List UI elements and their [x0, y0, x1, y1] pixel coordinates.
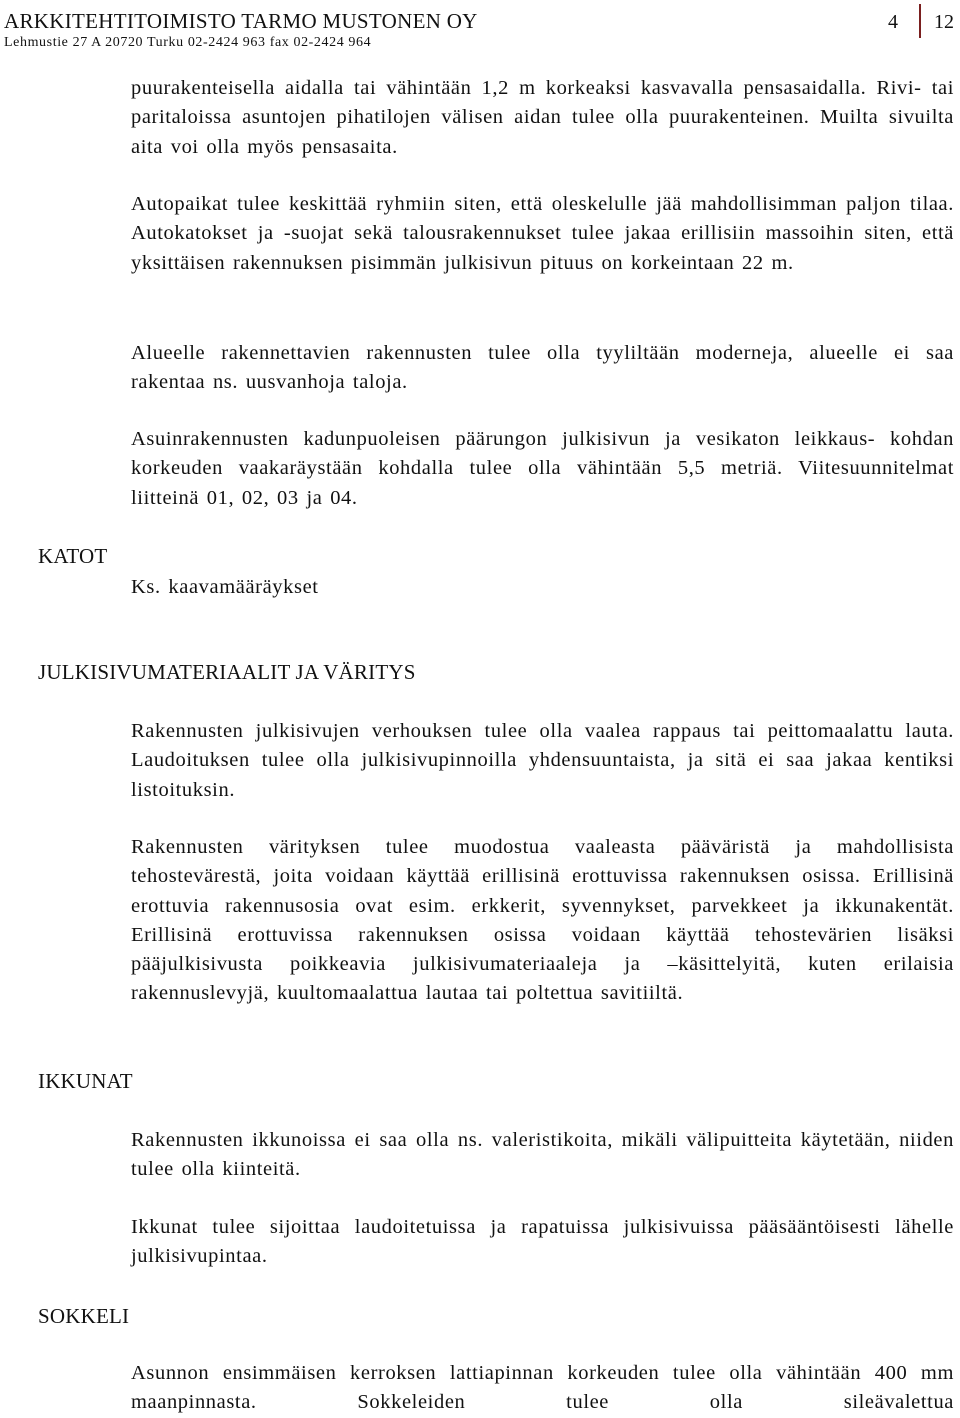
heading-katot: KATOT — [38, 544, 108, 568]
paragraph-fence: puurakenteisella aidalla tai vähintään 1,2 m korkeaksi kasvavalla pensasaidalla. Rivi- tai paritaloissa asuntojen pihatilojen välisen aidan tulee olla puurakenteinen. Muilta sivuilta aita voi olla myös pensasaita. — [131, 77, 954, 158]
paragraph-facade-colors: Rakennusten värityksen tulee muodostua vaaleasta pääväristä ja mahdollisista tehostevärestä, joita voidaan käyttää erillisinä erottuvissa rakennuksen osissa. Erillisinä erottuvia rakennusosia ovat esim. erkkerit, syvennykset, parvekkeet ja ikkunakentät. Erillisinä erottuvissa rakennuksen osissa voidaan käyttää tehostevärien lisäksi pääjulkisivusta poikkeavia julkisivumateriaaleja ja –käsittelyitä, kuten erilaisia rakennuslevyjä, kuultomaalattua lautaa tai poltettua savitiiltä. — [131, 836, 954, 1005]
paragraph-window-placement: Ikkunat tulee sijoittaa laudoitetuissa ja rapatuissa julkisivuissa pääsääntöisesti lähelle julkisivupintaa. — [131, 1216, 954, 1268]
heading-sokkeli: SOKKELI — [38, 1304, 130, 1328]
paragraph-parking: Autopaikat tulee keskittää ryhmiin siten, että oleskelulle jää mahdollisimman paljon tilaa. Autokatokset ja -suojat sekä talousrakennukset tulee jakaa erillisiin massoihin siten, että yksittäisen rakennuksen pisimmän julkisivun pituus on korkeintaan 22 m. — [131, 193, 954, 274]
page-total: 12 — [934, 11, 954, 33]
page-number-divider — [919, 4, 921, 38]
paragraph-facade-cladding: Rakennusten julkisivujen verhouksen tulee olla vaalea rappaus tai peittomaalattu lauta. Laudoituksen tulee olla julkisivupinnoilla yhdensuuntaista, ja sitä ei saa jakaa kentiksi listoituksin. — [131, 720, 954, 801]
paragraph-eaves-height: Asuinrakennusten kadunpuoleisen päärungon julkisivun ja vesikaton leikkaus- kohdan korkeuden vaakaräystään kohdalla tulee olla vähintään 5,5 metriä. Viitesuunnitelmat liitteinä 01, 02, 03 ja 04. — [131, 428, 954, 509]
document-header — [4, 8, 478, 52]
paragraph-roof-reference: Ks. kaavamääräykset — [131, 576, 319, 598]
heading-ikkunat: IKKUNAT — [38, 1069, 133, 1093]
paragraph-plinth: Asunnon ensimmäisen kerroksen lattiapinnan korkeuden tulee olla vähintään 400 mm maanpinnasta. Sokkeleiden tulee olla sileävalettua — [131, 1362, 954, 1414]
paragraph-window-mullions: Rakennusten ikkunoissa ei saa olla ns. valeristikoita, mikäli välipuitteita käytetään, niiden tulee olla kiinteitä. — [131, 1129, 954, 1181]
paragraph-style: Alueelle rakennettavien rakennusten tulee olla tyyliltään moderneja, alueelle ei saa rakentaa ns. uusvanhoja taloja. — [131, 342, 954, 394]
company-name: ARKKITEHTITOIMISTO TARMO MUSTONEN OY — [4, 9, 478, 33]
page-number: 4 — [888, 11, 898, 33]
heading-julkisivumateriaalit: JULKISIVUMATERIAALIT JA VÄRITYS — [38, 660, 416, 684]
company-address: Lehmustie 27 A 20720 Turku 02-2424 963 fax 02-2424 964 — [4, 35, 372, 50]
